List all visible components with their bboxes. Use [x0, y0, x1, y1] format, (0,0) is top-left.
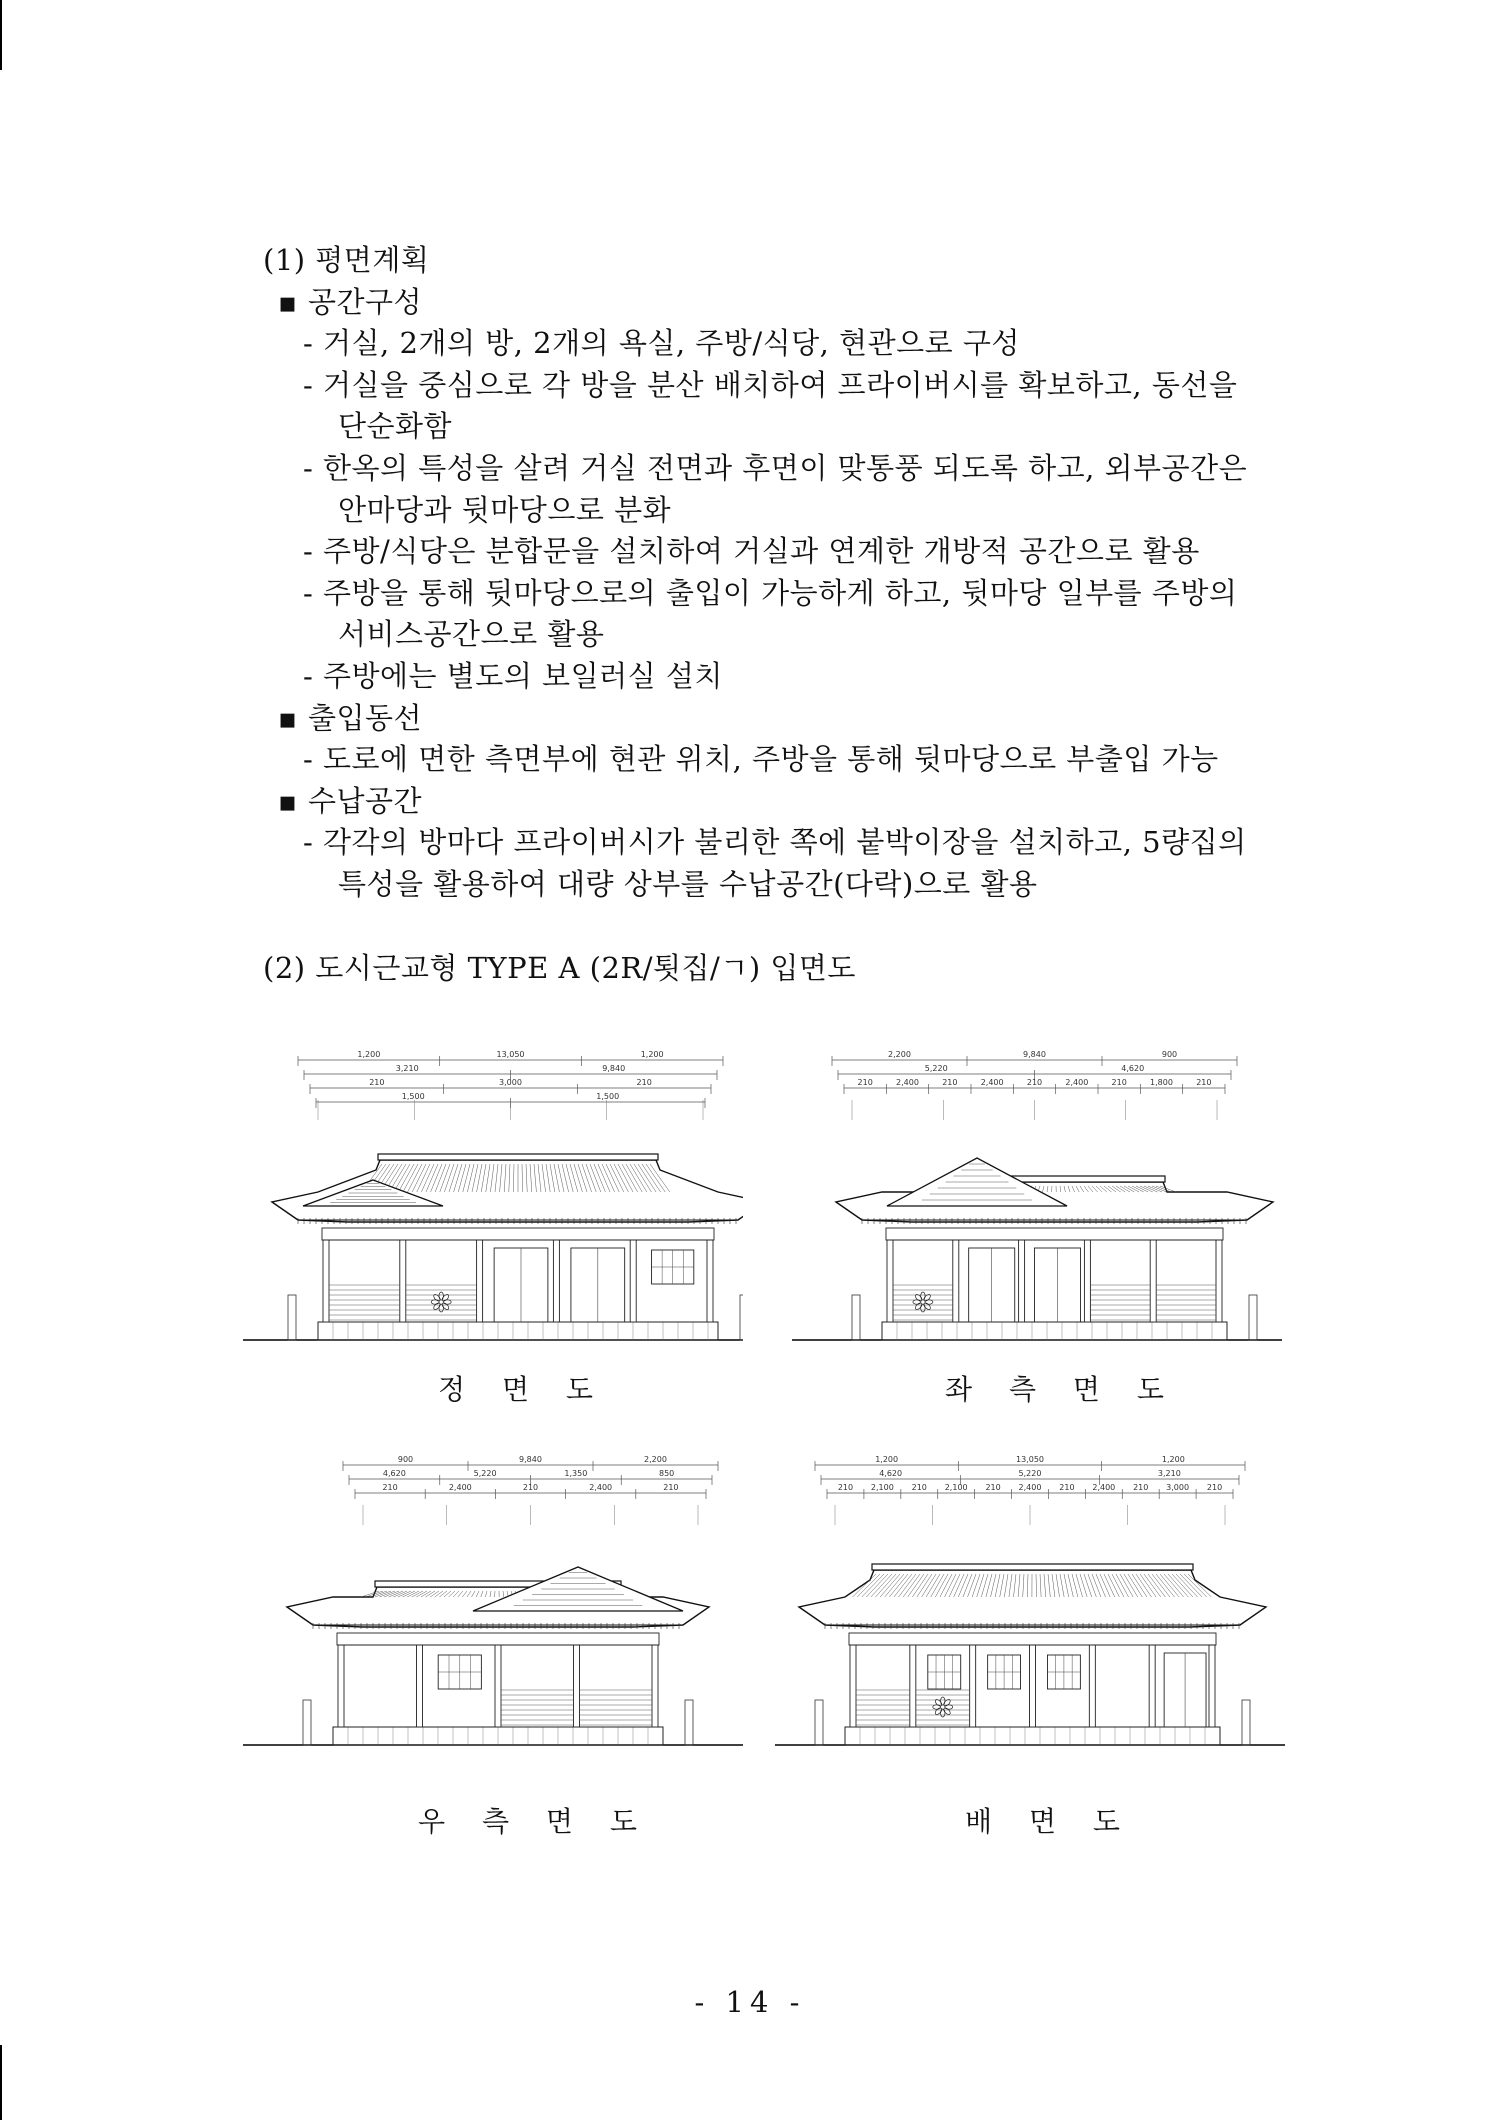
stone-base: [882, 1322, 1227, 1340]
ornament-petal: [945, 1705, 953, 1709]
front-elevation-caption: 정 면 도: [438, 1373, 607, 1406]
dimension-label: 1,200: [875, 1455, 899, 1464]
stone-base: [845, 1727, 1220, 1745]
ornament-petal: [933, 1705, 941, 1709]
dimension-label: 1,200: [1161, 1455, 1185, 1464]
dimension-label: 210: [1206, 1483, 1223, 1492]
dash-item: - 한옥의 특성을 살려 거실 전면과 후면이 맞통풍 되도록 하고, 외부공간은: [303, 451, 1248, 485]
page-number: - 14 -: [694, 1985, 806, 2019]
right-elevation-drawing: [243, 1455, 743, 1755]
dash-item-continuation: 서비스공간으로 활용: [338, 617, 605, 652]
column: [953, 1240, 959, 1322]
dimension-label: 9,840: [1023, 1050, 1046, 1059]
dimension-label: 210: [636, 1078, 652, 1087]
dimension-label: 2,200: [644, 1455, 667, 1464]
dimension-label: 2,200: [888, 1050, 911, 1059]
dimension-label: 2,400: [589, 1483, 613, 1492]
column: [553, 1240, 559, 1322]
dimension-label: 2,400: [896, 1078, 919, 1087]
dimension-label: 4,620: [879, 1469, 903, 1478]
elevation-section-heading: (2) 도시근교형 TYPE A (2R/툇집/ㄱ) 입면도: [263, 951, 856, 985]
dimension-label: 210: [911, 1483, 927, 1492]
dimension-label: 5,220: [924, 1064, 948, 1073]
column: [887, 1240, 893, 1322]
left-elevation-drawing: [792, 1050, 1282, 1350]
ornament-petal: [923, 1293, 932, 1302]
dimension-label: 2,400: [980, 1078, 1004, 1087]
front-elevation-svg: [243, 1050, 743, 1350]
dimension-label: 5,220: [473, 1469, 497, 1478]
ornament-petal: [433, 1293, 442, 1302]
dimension-label: 4,620: [1121, 1064, 1145, 1073]
bullet-group-title: ▪ 수납공간: [278, 781, 422, 822]
dimension-label: 210: [1133, 1483, 1149, 1492]
ridge: [872, 1564, 1193, 1570]
column: [1019, 1240, 1025, 1322]
column: [477, 1240, 483, 1322]
dimension-label: 2,100: [944, 1483, 968, 1492]
dimension-label: 3,210: [1157, 1469, 1181, 1478]
left-elevation-svg: [792, 1050, 1282, 1350]
column: [630, 1240, 636, 1322]
dimension-label: 1,500: [401, 1092, 425, 1101]
dash-item-continuation: 특성을 활용하여 대량 상부를 수납공간(다락)으로 활용: [338, 867, 1038, 901]
fence-wall: [1242, 1700, 1250, 1745]
ornament-petal: [925, 1300, 933, 1304]
dash-item: - 도로에 면한 측면부에 현관 위치, 주방을 통해 뒷마당으로 부출입 가능: [303, 742, 1219, 777]
dimension-label: 13,050: [1016, 1455, 1044, 1464]
column: [1150, 1240, 1156, 1322]
ornament-petal: [914, 1302, 923, 1311]
column: [1089, 1645, 1095, 1727]
column: [1209, 1645, 1215, 1727]
scan-edge-mark-bottom: [0, 2045, 2, 2120]
column: [652, 1645, 658, 1727]
ridge: [378, 1154, 658, 1160]
column: [338, 1645, 344, 1727]
ornament-petal: [913, 1300, 921, 1304]
ornament-petal: [443, 1300, 451, 1304]
dimension-label: 210: [1111, 1078, 1127, 1087]
column: [1149, 1645, 1155, 1727]
wall-body: [890, 1240, 1219, 1322]
fence-wall: [685, 1700, 693, 1745]
dimension-label: 3,210: [395, 1064, 419, 1073]
beam: [322, 1228, 714, 1240]
ornament-petal: [914, 1293, 923, 1302]
dimension-label: 1,200: [640, 1050, 664, 1059]
beam: [849, 1633, 1216, 1645]
column: [323, 1240, 329, 1322]
column: [1084, 1240, 1090, 1322]
right-elevation-svg: [243, 1455, 743, 1755]
ornament-petal: [934, 1707, 943, 1716]
rear-elevation-svg: [775, 1455, 1285, 1755]
dimension-label: 850: [658, 1469, 675, 1478]
wall-body: [326, 1240, 710, 1322]
dimension-label: 210: [522, 1483, 539, 1492]
column: [970, 1645, 976, 1727]
dimension-label: 2,400: [1018, 1483, 1042, 1492]
fence-wall: [852, 1295, 860, 1340]
column: [574, 1645, 580, 1727]
column: [400, 1240, 406, 1322]
dash-item: - 각각의 방마다 프라이버시가 불리한 쪽에 붙박이장을 설치하고, 5량집의: [303, 825, 1247, 860]
dimension-label: 210: [985, 1483, 1001, 1492]
dimension-label: 210: [857, 1078, 873, 1087]
dimension-label: 1,200: [357, 1050, 381, 1059]
dimension-label: 210: [369, 1078, 385, 1087]
roof: [799, 1570, 1266, 1627]
dimension-label: 9,840: [519, 1455, 542, 1464]
column: [1030, 1645, 1036, 1727]
dimension-label: 1,500: [596, 1092, 620, 1101]
rear-elevation-drawing: [775, 1455, 1285, 1755]
dash-item: - 주방에는 별도의 보일러실 설치: [303, 659, 723, 693]
bullet-group-title: ▪ 출입동선: [278, 698, 422, 739]
ornament-petal: [441, 1302, 450, 1311]
column: [417, 1645, 423, 1727]
ornament-petal: [934, 1698, 943, 1707]
dash-item-continuation: 단순화함: [338, 409, 453, 444]
dimension-label: 210: [1059, 1483, 1075, 1492]
scan-edge-mark-top: [0, 0, 2, 70]
dimension-label: 900: [1161, 1050, 1178, 1059]
fence-wall: [815, 1700, 823, 1745]
dimension-label: 210: [942, 1078, 958, 1087]
bullet-group-title: ▪ 공간구성: [278, 282, 422, 323]
column: [495, 1645, 501, 1727]
dimension-label: 210: [663, 1483, 679, 1492]
dash-item: - 거실, 2개의 방, 2개의 욕실, 주방/식당, 현관으로 구성: [303, 326, 1020, 361]
section-heading: (1) 평면계획: [263, 243, 430, 277]
beam: [337, 1633, 659, 1645]
column: [850, 1645, 856, 1727]
dash-item: - 주방/식당은 분합문을 설치하여 거실과 연계한 개방적 공간으로 활용: [303, 534, 1200, 569]
dimension-label: 9,840: [602, 1064, 626, 1073]
ornament-petal: [943, 1698, 952, 1707]
dimension-label: 1,800: [1150, 1078, 1173, 1087]
front-elevation-drawing: [243, 1050, 743, 1350]
ornament-petal: [923, 1302, 932, 1311]
dimension-label: 5,220: [1018, 1469, 1042, 1478]
dimension-label: 210: [382, 1483, 398, 1492]
dimension-label: 4,620: [382, 1469, 406, 1478]
dash-item-continuation: 안마당과 뒷마당으로 분화: [338, 492, 672, 527]
dimension-label: 210: [1026, 1078, 1043, 1087]
column: [707, 1240, 713, 1322]
fence-wall: [288, 1295, 296, 1340]
right-elevation-caption: 우 측 면 도: [418, 1805, 651, 1838]
dash-item: - 주방을 통해 뒷마당으로의 출입이 가능하게 하고, 뒷마당 일부를 주방의: [303, 575, 1238, 610]
dimension-label: 900: [397, 1455, 414, 1464]
ornament-petal: [439, 1292, 443, 1300]
dimension-label: 2,400: [1065, 1078, 1089, 1087]
dimension-label: 210: [837, 1483, 854, 1492]
ornament-petal: [441, 1293, 450, 1302]
dimension-label: 1,350: [564, 1469, 588, 1478]
dimension-label: 2,400: [448, 1483, 472, 1492]
fence-wall: [303, 1700, 311, 1745]
dimension-label: 2,400: [1092, 1483, 1116, 1492]
ornament-petal: [941, 1697, 945, 1705]
ornament-petal: [431, 1300, 439, 1304]
dash-item: - 거실을 중심으로 각 방을 분산 배치하여 프라이버시를 확보하고, 동선을: [303, 367, 1238, 402]
ornament-petal: [921, 1292, 925, 1300]
column: [1216, 1240, 1222, 1322]
dimension-label: 13,050: [496, 1050, 525, 1059]
dimension-label: 3,000: [1166, 1483, 1190, 1492]
fence-wall: [1249, 1295, 1257, 1340]
left-elevation-caption: 좌 측 면 도: [945, 1373, 1178, 1406]
dimension-label: 3,000: [499, 1078, 522, 1087]
ornament-petal: [433, 1302, 442, 1311]
rear-elevation-caption: 배 면 도: [965, 1805, 1134, 1838]
dimension-label: 210: [1196, 1078, 1212, 1087]
dimension-label: 2,100: [870, 1483, 894, 1492]
column: [910, 1645, 916, 1727]
fence-wall: [740, 1295, 743, 1340]
beam: [886, 1228, 1223, 1240]
ornament-petal: [943, 1707, 952, 1716]
